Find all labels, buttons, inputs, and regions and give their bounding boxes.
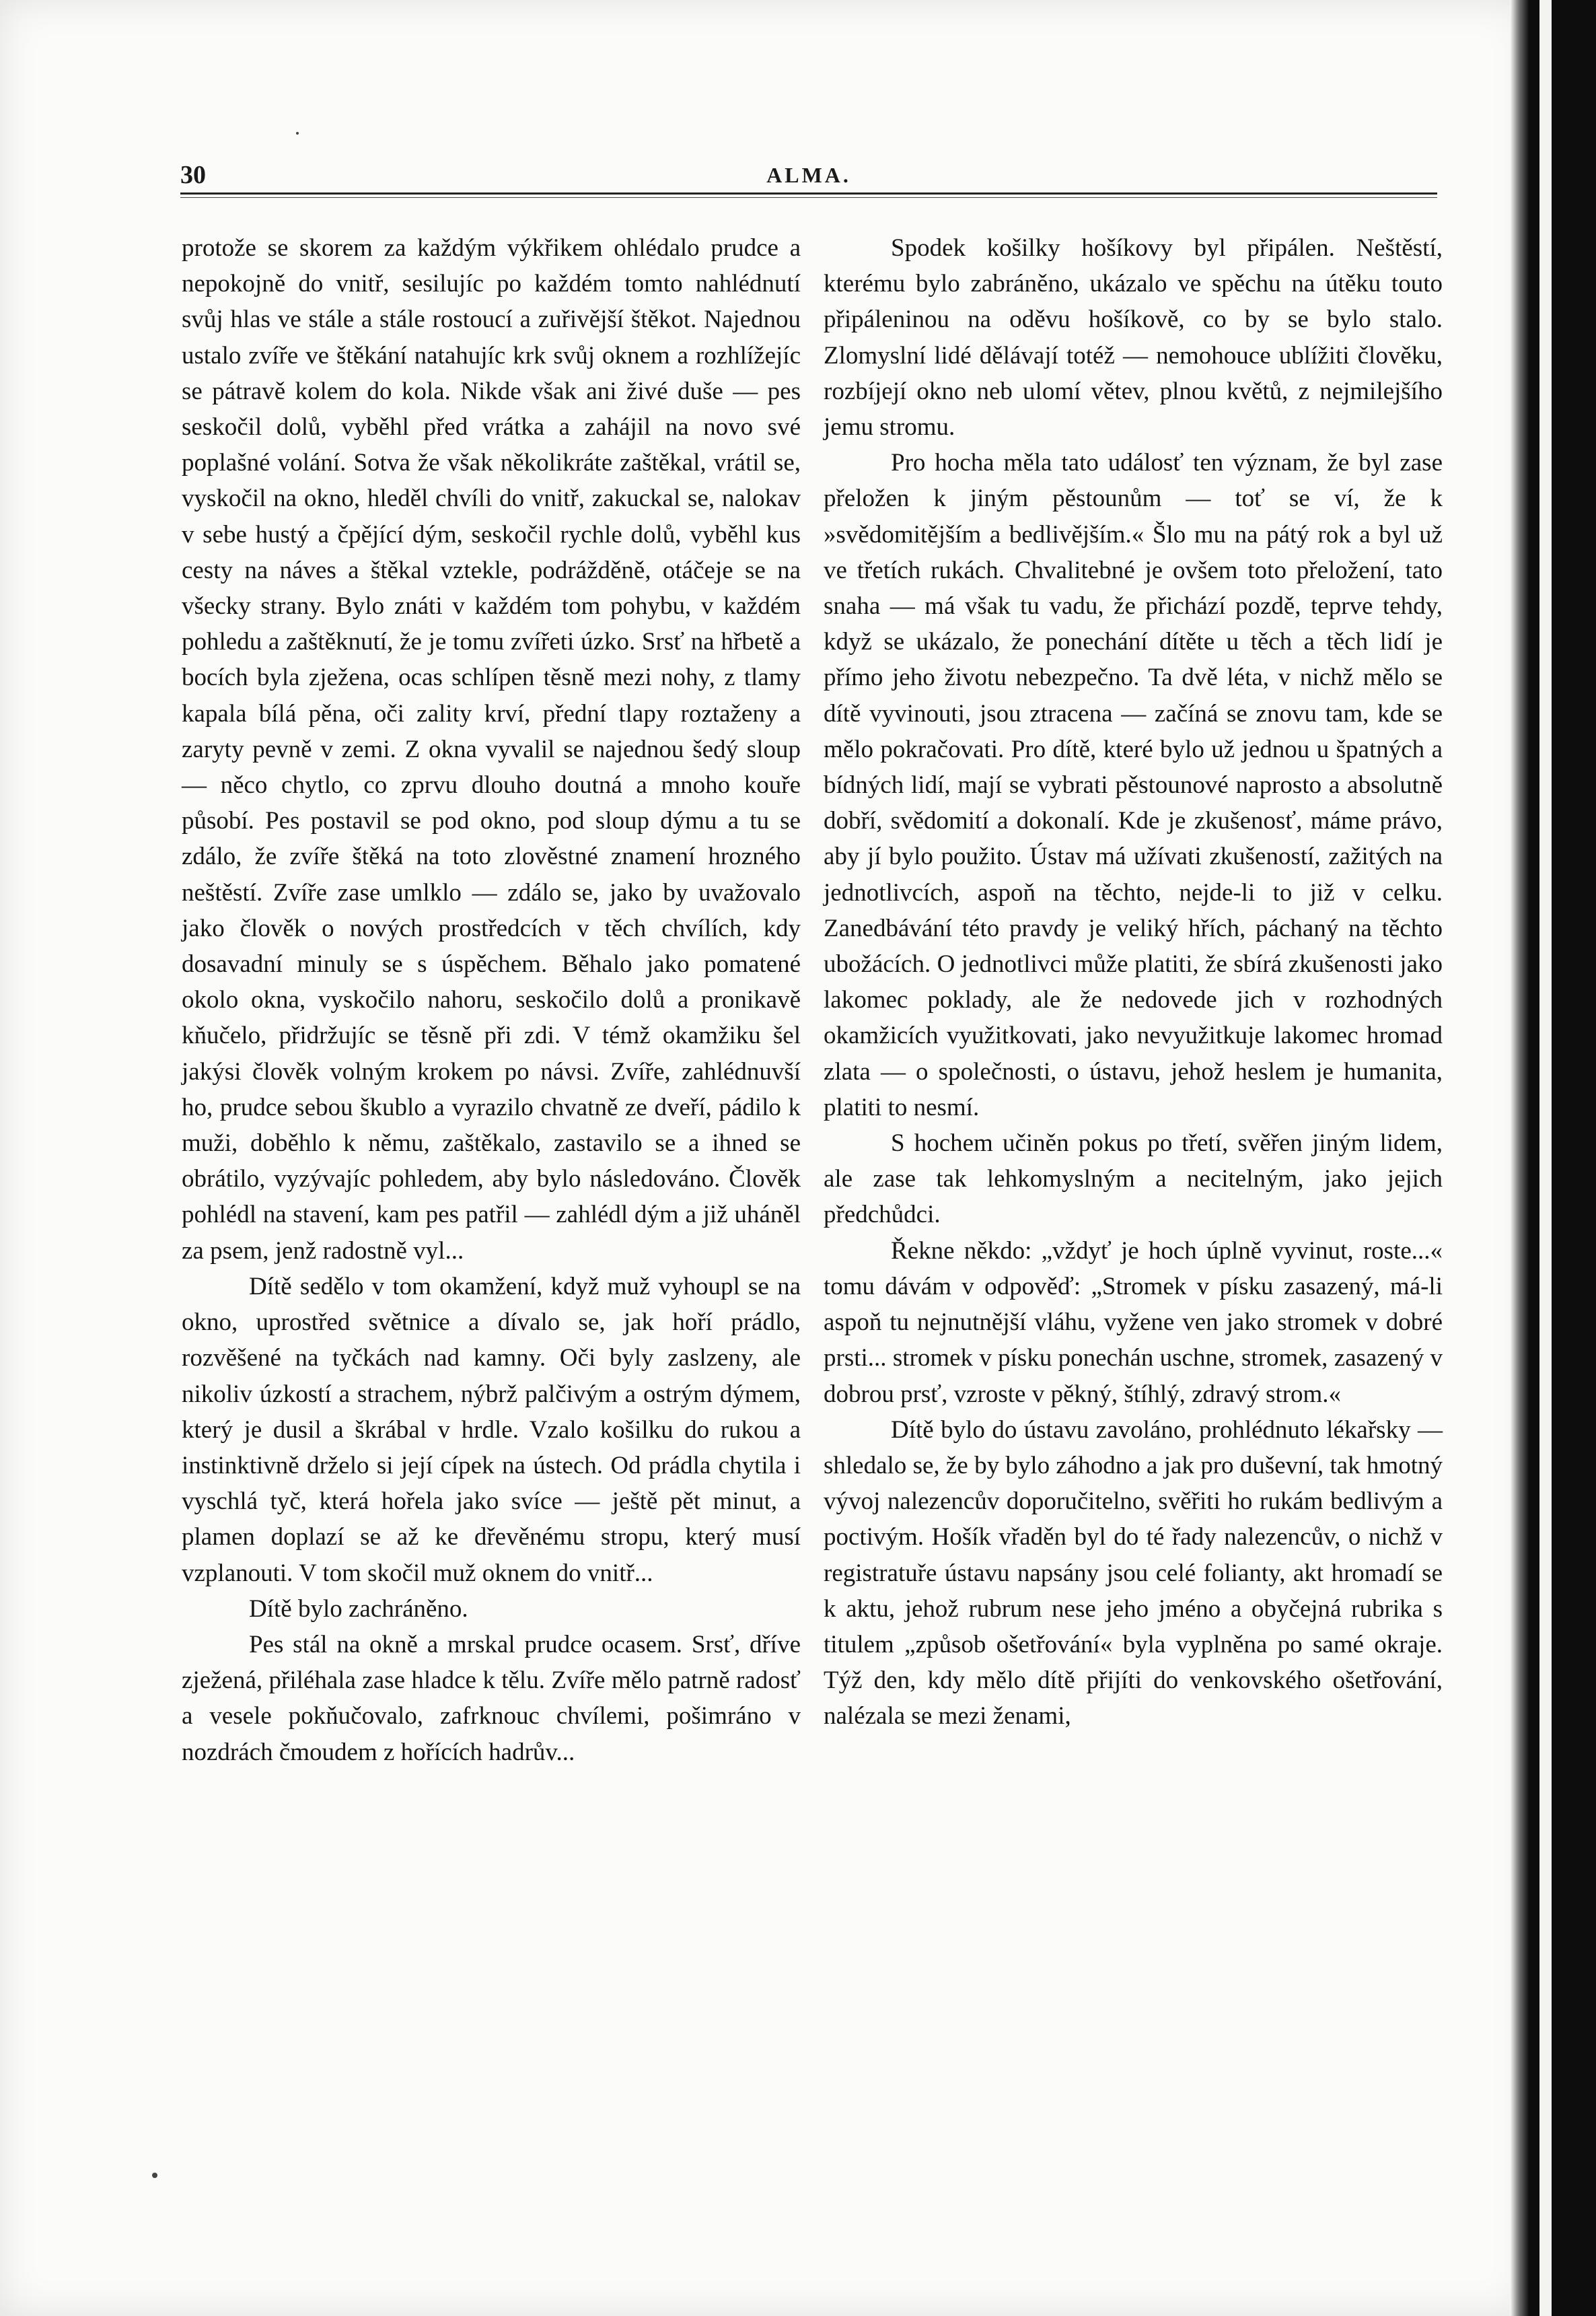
paragraph: Dítě sedělo v tom okamžení, když muž vyhoupl se na okno, uprostřed světnice a dívalo se, jak hoří prádlo, rozvěšené na tyčkách nad kamny. Oči byly zaslzeny, ale nikoliv úzkostí a strachem, nýbrž palčivým a ostrým dýmem, který je dusil a škrábal v hrdle. Vzalo košilku do rukou a instinktivně drželo si její cípek na ústech. Od prádla chytila i vyschlá tyč, která hořela jako svíce — ještě pět minut, a plamen doplazí se až ke dřevěnému stropu, který musí vzplanouti. V tom skočil muž oknem do vnitř... bbox=[182, 1272, 801, 1587]
adjacent-page-shadow bbox=[1529, 0, 1596, 2316]
header-rule bbox=[180, 192, 1437, 198]
paragraph: S hochem učiněn pokus po třetí, svěřen jiným lidem, ale zase tak lehkomyslným a necitelným, jako jejich předchůdci. bbox=[824, 1129, 1443, 1229]
paragraph: Pro hocha měla tato událosť ten význam, že byl zase přeložen k jiným pěstounům — toť se ví, že k »svědomitějším a bedlivějším.« Šlo mu na pátý rok a byl už ve třetích rukách. Chvalitebné je ovšem toto přeložení, tato snaha — má však tu vadu, že přichází pozdě, teprve tehdy, když se ukázalo, že ponechání dítěte u těch a těch lidí je přímo jeho životu nebezpečno. Ta dvě léta, v nichž mělo se dítě vyvinouti, jsou ztracena — začíná se znovu tam, kde se mělo pokračovati. Pro dítě, které bylo už jednou u špatných a bídných lidí, mají se vybrati pěstounové naprosto a absolutně dobří, svědomití a dokonalí. Kde je zkušenosť, máme právo, aby jí bylo použito. Ústav má užívati zkušeností, zažitých na jednotlivcích, aspoň na těchto, nejde-li to již v celku. Zanedbávání této pravdy je veliký hřích, páchaný na těchto ubožácích. O jednotlivci může platiti, že sbírá zkušenosti jako lakomec poklady, ale že nedovede jich v rozhodných okamžicích využitkovati, jako nevyužitkuje lakomec hromad zlata — o společnosti, o ústavu, jehož heslem je humanita, platiti to nesmí. bbox=[824, 449, 1443, 1121]
paragraph: Pes stál na okně a mrskal prudce ocasem. Srsť, dříve zježená, přiléhala zase hladce k tělu. Zvíře mělo patrně radosť a vesele pokňučovalo, zafrknouc chvílemi, pošimráno v nozdrách čmoudem z hořících hadrův... bbox=[182, 1630, 801, 1766]
page-number: 30 bbox=[180, 161, 206, 189]
paragraph: protože se skorem za každým výkřikem ohlédalo prudce a nepokojně do vnitř, sesilujíc po každém tomto nahlédnutí svůj hlas ve stále a stále rostoucí a zuřivější štěkot. Najednou ustalo zvíře ve štěkání natahujíc krk svůj oknem a rozhlížejíc se pátravě kolem do kola. Nikde však ani živé duše — pes seskočil dolů, vyběhl před vrátka a zahájil na novo své poplašné volání. Sotva že však několikráte zaštěkal, vrátil se, vyskočil na okno, hleděl chvíli do vnitř, zakuckal se, nalokav v sebe hustý a čpějící dým, seskočil rychle dolů, vyběhl kus cesty na náves a štěkal vztekle, podrážděně, otáčeje se na všecky strany. Bylo znáti v každém tom pohybu, v každém pohledu a zaštěknutí, že je tomu zvířeti úzko. Srsť na hřbetě a bocích byla zježena, ocas schlípen těsně mezi nohy, z tlamy kapala bílá pěna, oči zality krví, přední tlapy roztaženy a zaryty pevně v zemi. Z okna vyvalil se najednou šedý sloup — něco chytlo, co zprvu dlouho doutná a mnoho kouře působí. Pes postavil se pod okno, pod sloup dýmu a tu se zdálo, že zvíře štěká na toto zlověstné znamení hrozného neštěstí. Zvíře zase umlklo — zdálo se, jako by uvažovalo jako člověk o nových prostředcích v těch chvílích, kdy dosavadní minuly se s úspěchem. Běhalo jako pomatené okolo okna, vyskočilo nahoru, seskočilo dolů a pronikavě kňučelo, přidržujíc se těsně při zdi. V témž okamžiku šel jakýsi člověk volným krokem po návsi. Zvíře, zahlédnuvší ho, prudce sebou škublo a vyrazilo chvatně ze dveří, pádilo k muži, doběhlo k němu, zaštěkalo, zastavilo se a ihned se obrátilo, vyzývajíc pohledem, aby bylo následováno. Člověk pohlédl na stavení, kam pes patřil — zahlédl dým a již uháněl za psem, jenž radostně vyl... bbox=[182, 234, 801, 1265]
paragraph: Řekne někdo: „vždyť je hoch úplně vyvinut, roste...« tomu dávám v odpověď: „Stromek v písku zasazený, má-li aspoň tu nejnutnější vláhu, vyžene ven jako stromek v dobré prsti... stromek v písku ponechán uschne, stromek, zasazený v dobrou prsť, vzroste v pěkný, štíhlý, zdravý strom.« bbox=[824, 1236, 1443, 1408]
page-gutter-shadow bbox=[1510, 0, 1529, 2316]
print-speck bbox=[296, 132, 299, 135]
adjacent-page-edge bbox=[1539, 0, 1552, 2316]
paragraph: Dítě bylo do ústavu zavoláno, prohlédnuto lékařsky — shledalo se, že by bylo záhodno a jak pro duševní, tak hmotný vývoj nalezencův doporučitelno, svěřiti ho rukám bedlivým a poctivým. Hošík vřaděn byl do té řady nalezencův, o nichž v registratuře ústavu napsány jsou celé folianty, akt hromadí se k aktu, jehož rubrum nese jeho jméno a obyčejná rubrika s titulem „způsob ošetřování« byla vyplněna po samé okraje. Týž den, kdy mělo dítě přijíti do venkovského ošetřování, nalézala se mezi ženami, bbox=[824, 1415, 1443, 1730]
paragraph: Dítě bylo zachráněno. bbox=[249, 1594, 468, 1623]
paragraph: Spodek košilky hošíkovy byl připálen. Neštěstí, kterému bylo zabráněno, ukázalo ve spěchu na útěku touto připáleninou na oděvu hošíkově, co by se bylo stalo. Zlomyslní lidé dělávají totéž — nemohouce ublížiti člověku, rozbíjejí okno neb ulomí větev, plnou květů, z nejmilejšího jemu stromu. bbox=[824, 234, 1443, 442]
running-title: ALMA. bbox=[766, 163, 851, 187]
print-speck bbox=[152, 2173, 157, 2178]
right-column bbox=[824, 230, 1443, 2169]
left-column bbox=[182, 230, 801, 2169]
